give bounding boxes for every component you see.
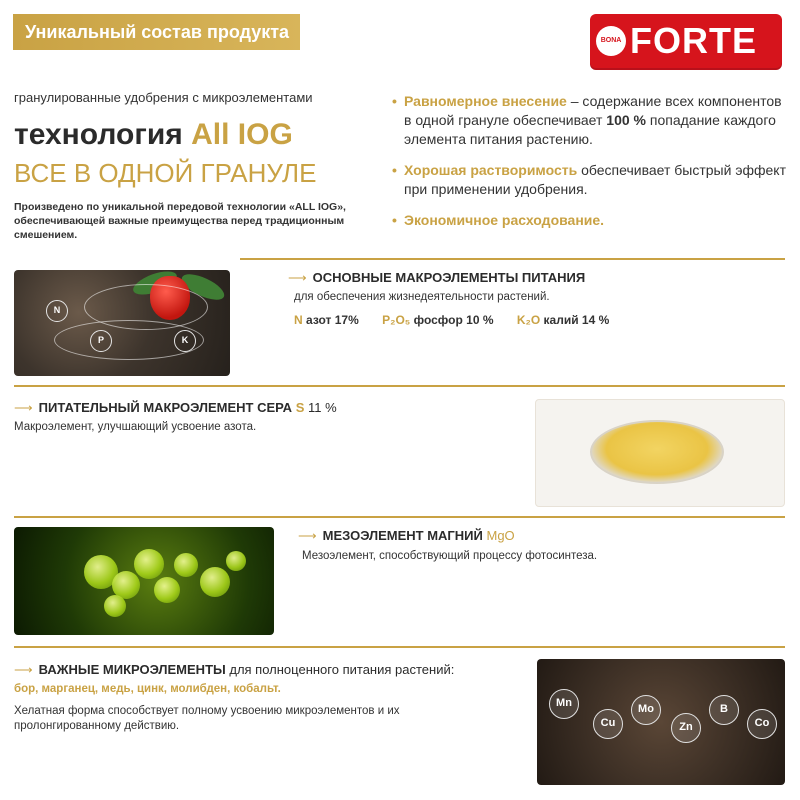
- cell-shape: [104, 595, 126, 617]
- nutrient-value: калий 14 %: [540, 313, 610, 327]
- magnesium-symbol: MgO: [486, 528, 515, 543]
- micro-title-text: ВАЖНЫЕ МИКРОЭЛЕМЕНТЫ: [38, 662, 226, 677]
- technology-prefix: технология: [14, 118, 183, 151]
- arrow-icon: ⟶: [288, 270, 307, 285]
- magnesium-title-text: МЕЗОЭЛЕМЕНТ МАГНИЙ: [322, 528, 487, 543]
- element-co-icon: Co: [747, 709, 777, 739]
- intro-subtitle: гранулированные удобрения с микроэлементами: [14, 90, 313, 105]
- nutrient-k-icon: K: [174, 330, 196, 352]
- nutrient-symbol: P₂O₅: [382, 313, 411, 327]
- petri-dish-icon: [590, 420, 724, 484]
- benefit-highlight: Равномерное внесение: [404, 93, 567, 109]
- benefit-bold: 100 %: [606, 112, 646, 128]
- bullet-icon: •: [392, 93, 397, 109]
- sulfur-title-text: ПИТАТЕЛЬНЫЙ МАКРОЭЛЕМЕНТ СЕРА: [38, 400, 296, 415]
- element-cu-icon: Cu: [593, 709, 623, 739]
- bullet-icon: •: [392, 212, 397, 228]
- divider: [14, 646, 785, 648]
- technology-heading: [14, 118, 293, 152]
- arrow-icon: ⟶: [14, 662, 33, 677]
- magnesium-text: Мезоэлемент, способствующий процессу фотосинтеза.: [302, 550, 598, 562]
- nutrient-k: [517, 313, 609, 327]
- nutrient-symbol: K₂O: [516, 313, 541, 327]
- benefit-text-2: попадание каждого элемента питания растению.: [404, 112, 776, 147]
- element-mo-icon: Mo: [631, 695, 661, 725]
- divider: [240, 258, 785, 260]
- logo-forte-text: FORTE: [630, 20, 757, 61]
- logo-bona-mark: BONA: [596, 26, 626, 56]
- magnesium-title: [298, 528, 515, 544]
- benefits-list: [392, 92, 792, 242]
- benefit-highlight: Хорошая растворимость: [404, 162, 578, 178]
- nutrient-value: азот 17%: [302, 313, 359, 327]
- macro-title-text: ОСНОВНЫЕ МАКРОЭЛЕМЕНТЫ ПИТАНИЯ: [312, 270, 586, 285]
- divider: [14, 516, 785, 518]
- benefit-item: [392, 161, 792, 199]
- cell-shape: [200, 567, 230, 597]
- sulfur-value: 11 %: [304, 400, 337, 415]
- divider: [14, 385, 785, 387]
- micro-list: бор, марганец, медь, цинк, молибден, кобальт.: [14, 683, 281, 695]
- produced-description: Произведено по уникальной передовой технологии «ALL IOG», обеспечивающей важные преимущества перед традиционным смешением.: [14, 201, 346, 241]
- nutrient-p-icon: P: [90, 330, 112, 352]
- benefit-item: [392, 92, 792, 149]
- soil-micro-photo: [537, 659, 785, 785]
- element-zn-icon: Zn: [671, 713, 701, 743]
- nutrient-p: [382, 313, 493, 327]
- element-mn-icon: Mn: [549, 689, 579, 719]
- benefit-text: обеспечивает быстрый эффект при применении удобрения.: [404, 162, 786, 197]
- petri-dish-photo: [535, 399, 785, 507]
- sulfur-symbol: S: [295, 400, 305, 415]
- benefit-highlight: Экономичное расходование.: [404, 212, 605, 228]
- benefit-text: – содержание всех компонентов в одной грануле обеспечивает: [404, 93, 782, 128]
- bona-forte-logo: [590, 14, 782, 68]
- micro-title: [14, 662, 454, 678]
- micro-text: Хелатная форма способствует полному усвоению микроэлементов и их пролонгированному действию.: [14, 705, 400, 732]
- header-badge: Уникальный состав продукта: [13, 14, 300, 50]
- benefit-item: [392, 211, 792, 230]
- micro-title-rest: для полноценного питания растений:: [225, 662, 455, 677]
- macro-text: для обеспечения жизнедеятельности растений.: [294, 291, 550, 303]
- cell-shape: [134, 549, 164, 579]
- cell-shape: [226, 551, 246, 571]
- macro-title: [288, 270, 585, 286]
- nutrient-n-icon: N: [46, 300, 68, 322]
- nutrient-value: фосфор 10 %: [410, 313, 494, 327]
- cell-shape: [174, 553, 198, 577]
- bullet-icon: •: [392, 162, 397, 178]
- all-in-one-heading: ВСЕ В ОДНОЙ ГРАНУЛЕ: [14, 158, 317, 188]
- nutrient-values: [294, 313, 629, 327]
- element-b-icon: B: [709, 695, 739, 725]
- arrow-icon: ⟶: [298, 528, 317, 543]
- technology-name: All IOG: [191, 118, 293, 151]
- sulfur-text: Макроэлемент, улучшающий усвоение азота.: [14, 421, 257, 433]
- nutrient-symbol: N: [294, 313, 303, 327]
- arrow-icon: ⟶: [14, 400, 33, 415]
- cell-shape: [154, 577, 180, 603]
- plant-cells-photo: [14, 527, 274, 635]
- nutrient-n: [294, 313, 359, 327]
- soil-strawberry-photo: [14, 270, 230, 376]
- sulfur-title: [14, 400, 337, 416]
